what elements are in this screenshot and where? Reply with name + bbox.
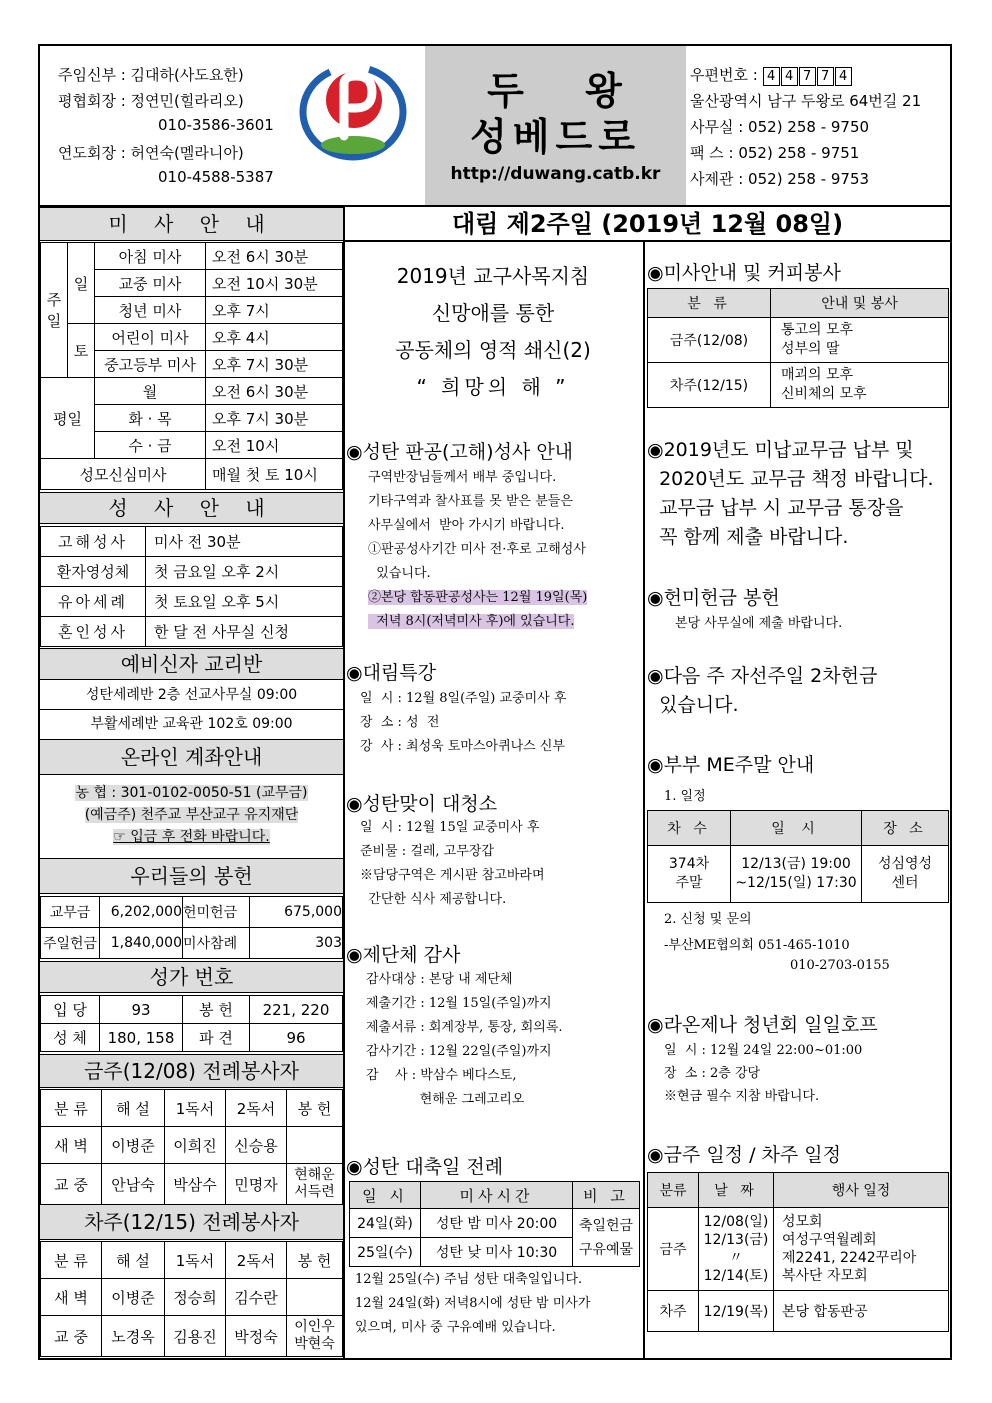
- table-cell: 비 고: [573, 1182, 640, 1209]
- parish-title-box: [425, 46, 686, 206]
- table-cell: 일 시: [731, 811, 862, 846]
- rectory-phone: 사제관 : 052) 258 - 9753: [690, 170, 870, 188]
- table-cell: 금주: [648, 1208, 699, 1291]
- table-cell: 김용진: [165, 1316, 226, 1357]
- table-cell: 어린이 미사: [95, 324, 206, 351]
- table-cell: 평일: [41, 378, 95, 459]
- table-cell: 성모회 여성구역월례회 제2241, 2242꾸리아 복사단 자모회: [774, 1208, 949, 1291]
- youth-hof-body: 일 시 : 12월 24일 22:00~01:00 장 소 : 2층 강당 ※현금 필수 지참 바랍니다.: [664, 1043, 863, 1104]
- offering-title: 우리들의 봉헌: [40, 858, 343, 894]
- table-cell: 봉 헌: [287, 1090, 343, 1127]
- table-cell: 입 당: [41, 996, 100, 1024]
- council-phone: 010-3586-3601: [158, 116, 274, 134]
- table-cell: 화 · 목: [95, 405, 206, 432]
- this-week-servers-table: [40, 1089, 343, 1205]
- table-cell: 매월 첫 토 10시: [206, 459, 343, 490]
- next-week-servers-table: [40, 1241, 343, 1357]
- me-schedule-label: 1. 일정: [664, 789, 706, 804]
- table-cell: 해 설: [102, 1242, 165, 1279]
- table-cell: 환자영성체: [41, 557, 146, 587]
- table-cell: 오후 4시: [206, 324, 343, 351]
- table-cell: 고해성사: [41, 527, 146, 557]
- table-cell: 25일(수): [350, 1238, 421, 1267]
- table-cell: 1독서: [165, 1242, 226, 1279]
- table-cell: 새 벽: [41, 1127, 102, 1164]
- me-contact-1: -부산ME협의회 051-465-1010: [664, 938, 850, 953]
- schedule-table: [647, 1172, 949, 1332]
- me-contact-2: 010-2703-0155: [790, 958, 890, 973]
- me-weekend-title: ◉부부 ME주말 안내: [647, 754, 815, 776]
- hymn-title: 성가 번호: [40, 961, 343, 993]
- table-cell: 2독서: [226, 1090, 287, 1127]
- table-cell: 중고등부 미사: [95, 351, 206, 378]
- table-cell: 봉 헌: [287, 1242, 343, 1279]
- table-cell: 유아세례: [41, 587, 146, 617]
- table-cell: 6,202,000: [100, 897, 183, 928]
- table-cell: 미사시간: [421, 1182, 573, 1209]
- christmas-liturgy-body: 12월 25일(수) 주님 성탄 대축일입니다. 12월 24일(화) 저녁8시에 성탄 밤 미사가 있으며, 미사 중 구유예배 있습니다.: [355, 1272, 591, 1335]
- table-cell: 민명자: [226, 1164, 287, 1205]
- table-cell: 374차 주말: [648, 846, 731, 903]
- table-cell: 오전 10시 30분: [206, 270, 343, 297]
- table-cell: 축일헌금 구유예물: [573, 1209, 640, 1267]
- this-week-servers-title: 금주(12/08) 전례봉사자: [40, 1054, 343, 1088]
- main-title: 대림 제2주일 (2019년 12월 08일): [451, 210, 844, 238]
- table-cell: 신승용: [226, 1127, 287, 1164]
- table-cell: 성심영성 센터: [862, 846, 949, 903]
- table-cell: 오후 7시: [206, 297, 343, 324]
- advent-lecture-title: ◉대림특강: [346, 662, 436, 684]
- charity-notice: ◉다음 주 자선주일 2차헌금 있습니다.: [647, 665, 878, 716]
- christmas-liturgy-table: [349, 1181, 640, 1267]
- table-cell: 12/19(목): [699, 1291, 774, 1332]
- table-cell: 오후 7시 30분: [206, 405, 343, 432]
- table-cell: 교무금: [41, 897, 100, 928]
- table-cell: 분 류: [41, 1090, 102, 1127]
- offering-notice-title: ◉헌미헌금 봉헌: [647, 587, 780, 609]
- coordinator: 연도회장 : 허연숙(멜라니아): [58, 144, 244, 162]
- table-cell: 분 류: [41, 1242, 102, 1279]
- catechumen-title: 예비신자 교리반: [40, 648, 343, 680]
- table-cell: 2독서: [226, 1242, 287, 1279]
- address: 울산광역시 남구 두왕로 64번길 21: [690, 92, 922, 110]
- table-cell: 혼인성사: [41, 617, 146, 647]
- table-cell: [287, 1127, 343, 1164]
- table-cell: 교 중: [41, 1316, 102, 1357]
- parish-logo-icon: [298, 62, 408, 162]
- table-cell: 오전 10시: [206, 432, 343, 459]
- christmas-liturgy-title: ◉성탄 대축일 전례: [346, 1156, 504, 1178]
- table-cell: 차 수: [648, 811, 731, 846]
- table-cell: 김수란: [226, 1279, 287, 1316]
- table-cell: 안남숙: [102, 1164, 165, 1205]
- table-cell: 박정숙: [226, 1316, 287, 1357]
- table-cell: 성 체: [41, 1024, 100, 1052]
- pastor: 주임신부 : 김대하(사도요한): [58, 66, 244, 84]
- table-cell: 차주: [648, 1291, 699, 1332]
- table-cell: 노경옥: [102, 1316, 165, 1357]
- me-contact-label: 2. 신청 및 문의: [664, 912, 752, 927]
- table-cell: 토: [68, 324, 95, 378]
- audit-body: 감사대상 : 본당 내 제단체 제출기간 : 12월 15일(주일)까지 제출서류 : 회계장부, 통장, 회의록. 감사기간 : 12월 22일(주일)까지 감 사 : 박삼수 베다스토, 현해운 그레고리오: [366, 972, 563, 1107]
- table-cell: 정승희: [165, 1279, 226, 1316]
- table-cell: 봉 헌: [183, 996, 250, 1024]
- dues-notice: ◉2019년도 미납교무금 납부 및 2020년도 교무금 책정 바랍니다. 교무금 납부 시 교무금 통장을 꼭 함께 제출 바랍니다.: [647, 439, 934, 548]
- pastoral-guidelines: 2019년 교구사목지침 신망애를 통한 공동체의 영적 쇄신(2) “ 희망의 해 ”: [395, 264, 591, 399]
- table-cell: 첫 토요일 오후 5시: [146, 587, 343, 617]
- account-info: 농 협 : 301-0102-0050-51 (교무금) (예금주) 천주교 부산교구 유지재단 ☞ 입금 후 전화 바랍니다.: [75, 785, 308, 845]
- table-cell: 금주(12/08): [648, 318, 771, 363]
- table-cell: 분 류: [648, 289, 771, 318]
- table-cell: 이희진: [165, 1127, 226, 1164]
- sacrament-table: [40, 526, 343, 647]
- table-cell: 장 소: [862, 811, 949, 846]
- table-cell: 파 견: [183, 1024, 250, 1052]
- table-cell: 교 중: [41, 1164, 102, 1205]
- next-week-servers-title: 차주(12/15) 전례봉사자: [40, 1204, 343, 1240]
- mass-coffee-title: ◉미사안내 및 커피봉사: [647, 262, 841, 284]
- table-cell: 96: [250, 1024, 343, 1052]
- table-cell: 미사 전 30분: [146, 527, 343, 557]
- council-president: 평협회장 : 정연민(힐라리오): [58, 92, 244, 110]
- cleanup-body: 일 시 : 12월 15일 교중미사 후 준비물 : 걸레, 고무장갑 ※담당구역은 게시판 참고바라며 간단한 식사 제공합니다.: [360, 820, 545, 907]
- table-cell: 현해운 서득련: [287, 1164, 343, 1205]
- table-cell: 성탄 낮 미사 10:30: [421, 1238, 573, 1267]
- offering-notice-body: 본당 사무실에 제출 바랍니다.: [675, 616, 843, 631]
- table-cell: 오전 6시 30분: [206, 243, 343, 270]
- table-cell: 24일(화): [350, 1209, 421, 1238]
- table-cell: 오후 7시 30분: [206, 351, 343, 378]
- table-cell: 미사참례: [183, 928, 250, 959]
- schedule-title: ◉금주 일정 / 차주 일정: [647, 1144, 841, 1166]
- catechumen-1: 성탄세례반 2층 선교사무실 09:00: [40, 681, 343, 710]
- table-cell: 헌미헌금: [183, 897, 250, 928]
- table-cell: 행사 일정: [774, 1173, 949, 1208]
- cleanup-title: ◉성탄맞이 대청소: [346, 793, 498, 815]
- advent-lecture-body: 일 시 : 12월 8일(주일) 교중미사 후 장 소 : 성 전 강 사 : 최성욱 토마스아퀴나스 신부: [360, 691, 567, 754]
- table-cell: 93: [100, 996, 183, 1024]
- table-cell: 해 설: [102, 1090, 165, 1127]
- table-cell: 매괴의 모후 신비체의 모후: [771, 363, 949, 408]
- me-weekend-table: [647, 810, 949, 903]
- parish-url[interactable]: http://duwang.catb.kr: [450, 164, 661, 184]
- catechumen-2: 부활세례반 교육관 102호 09:00: [90, 716, 293, 732]
- table-cell: 주일: [41, 243, 68, 378]
- table-cell: 오전 6시 30분: [206, 378, 343, 405]
- mass-coffee-table: [647, 288, 949, 408]
- youth-hof-title: ◉라온제나 청년회 일일호프: [647, 1014, 878, 1036]
- confession-title: ◉성탄 판공(고해)성사 안내: [346, 441, 574, 463]
- offering-table: [40, 896, 343, 959]
- table-cell: 이인우 박현숙: [287, 1316, 343, 1357]
- table-cell: 안내 및 봉사: [771, 289, 949, 318]
- table-cell: 이병준: [102, 1127, 165, 1164]
- zip-code: 우편번호 : 4 4 7 7 4: [690, 64, 853, 86]
- table-cell: 303: [250, 928, 343, 959]
- table-cell: 분류: [648, 1173, 699, 1208]
- table-cell: 일: [68, 243, 95, 324]
- table-cell: 본당 합동판공: [774, 1291, 949, 1332]
- table-cell: 일 시: [350, 1182, 421, 1209]
- table-cell: 새 벽: [41, 1279, 102, 1316]
- table-cell: 12/08(일) 12/13(금) 〃 12/14(토): [699, 1208, 774, 1291]
- fax: 팩 스 : 052) 258 - 9751: [690, 144, 860, 162]
- table-cell: 12/13(금) 19:00 ~12/15(일) 17:30: [731, 846, 862, 903]
- confession-body: 구역반장님들께서 배부 중입니다. 기타구역과 찰사표를 못 받은 분들은 사무실에서 받아 가시기 바랍니다. ①판공성사기간 미사 전·후로 고해성사 있습니다. ②본당 합동판공성사는 12월 19일(목) 저녁 8시(저녁미사 후)에 있습니다.: [368, 470, 588, 629]
- audit-title: ◉제단체 감사: [346, 944, 461, 966]
- table-cell: 주일헌금: [41, 928, 100, 959]
- table-cell: 성모신심미사: [41, 459, 206, 490]
- hymn-table: [40, 995, 343, 1052]
- table-cell: 날 짜: [699, 1173, 774, 1208]
- table-cell: 1,840,000: [100, 928, 183, 959]
- table-cell: 성탄 밤 미사 20:00: [421, 1209, 573, 1238]
- mass-title: 미 사 안 내: [40, 207, 343, 241]
- table-cell: 교중 미사: [95, 270, 206, 297]
- table-cell: 221, 220: [250, 996, 343, 1024]
- table-cell: 아침 미사: [95, 243, 206, 270]
- mass-table: [40, 242, 343, 490]
- table-cell: 청년 미사: [95, 297, 206, 324]
- table-cell: 675,000: [250, 897, 343, 928]
- table-cell: 차주(12/15): [648, 363, 771, 408]
- title-line2: 성베드로: [470, 115, 641, 159]
- table-cell: 박삼수: [165, 1164, 226, 1205]
- table-cell: 180, 158: [100, 1024, 183, 1052]
- office-phone: 사무실 : 052) 258 - 9750: [690, 118, 870, 136]
- table-cell: [287, 1279, 343, 1316]
- table-cell: 한 달 전 사무실 신청: [146, 617, 343, 647]
- table-cell: 월: [95, 378, 206, 405]
- sacrament-title: 성 사 안 내: [40, 492, 343, 524]
- coordinator-phone: 010-4588-5387: [158, 168, 274, 186]
- table-cell: 이병준: [102, 1279, 165, 1316]
- table-cell: 1독서: [165, 1090, 226, 1127]
- title-line1: 두 왕: [487, 69, 646, 113]
- account-title: 온라인 계좌안내: [40, 739, 343, 775]
- table-cell: 수 · 금: [95, 432, 206, 459]
- table-cell: 통고의 모후 성부의 딸: [771, 318, 949, 363]
- table-cell: 첫 금요일 오후 2시: [146, 557, 343, 587]
